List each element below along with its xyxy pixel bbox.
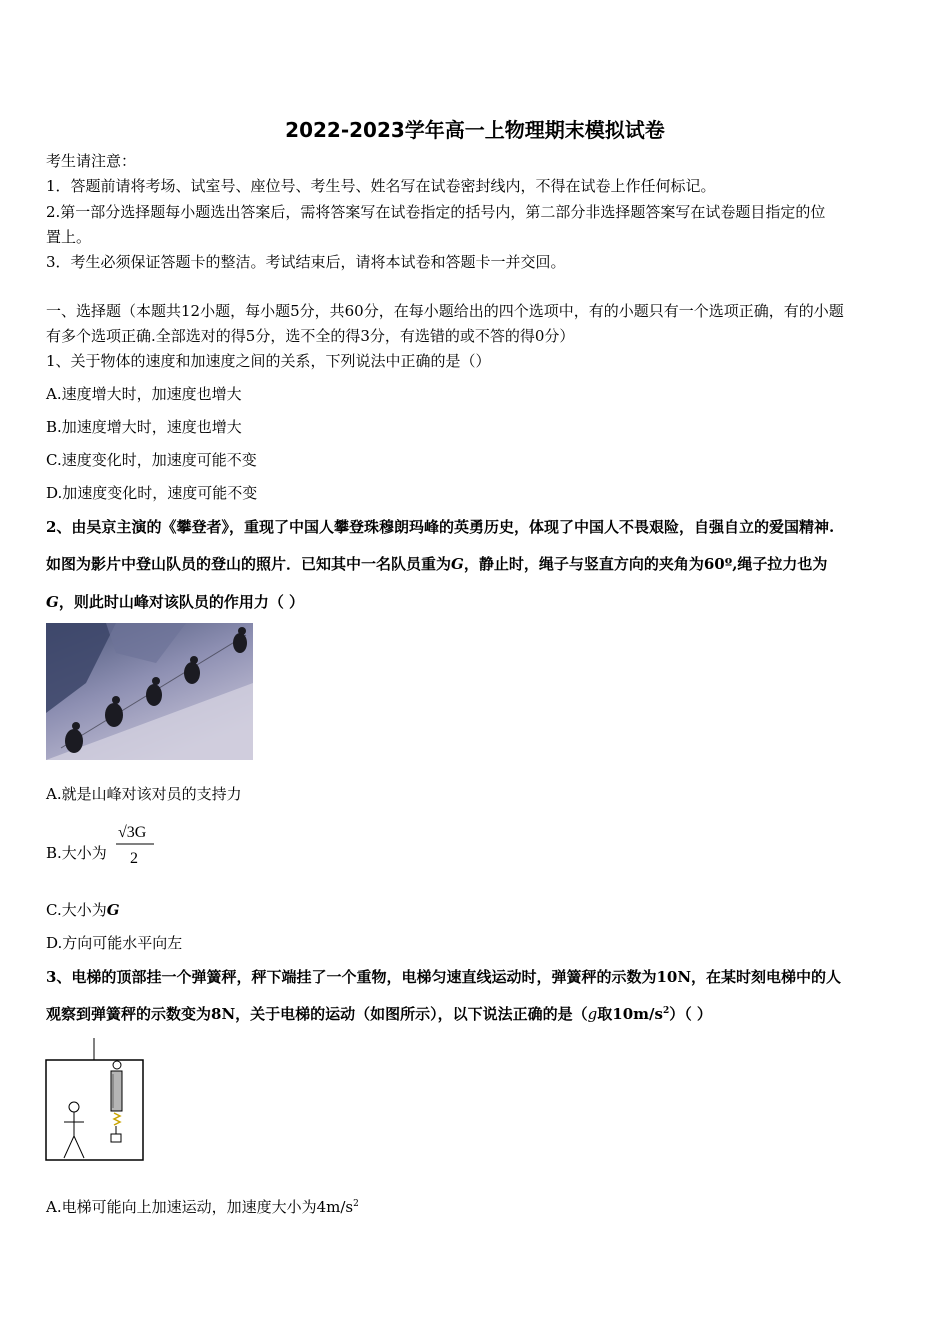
climbers-photo xyxy=(46,623,253,760)
question-1-option-d: D.加速度变化时，速度可能不变 xyxy=(46,484,258,502)
sqrt3-g-over-2-fraction xyxy=(116,818,156,870)
question-1-option-a: A.速度增大时，加速度也增大 xyxy=(46,385,242,403)
weight-symbol: G xyxy=(451,555,464,573)
q3-text: 取10m/s xyxy=(597,1005,663,1023)
gravity-symbol: g xyxy=(587,1005,598,1023)
weight-symbol: G xyxy=(106,901,120,919)
exponent: 2 xyxy=(662,1006,670,1016)
section-1-intro-line-1: 一、选择题（本题共12小题，每小题5分，共60分，在每小题给出的四个选项中，有的小题只有一个选项正确，有的小题 xyxy=(46,302,844,320)
q2-option-c-label: C.大小为 xyxy=(46,901,107,919)
weight-symbol: G xyxy=(46,593,59,611)
notice-item-1: 1．答题前请将考场、试室号、座位号、考生号、姓名写在试卷密封线内，不得在试卷上作任何标记。 xyxy=(46,177,716,195)
section-1-intro-line-2: 有多个选项正确.全部选对的得5分，选不全的得3分，有选错的或不答的得0分） xyxy=(46,327,575,345)
fraction-numerator: √3G xyxy=(118,824,147,841)
question-2-stem-line-3 xyxy=(46,592,304,612)
question-2-option-a: A.就是山峰对该对员的支持力 xyxy=(46,785,242,803)
fraction-denominator: 2 xyxy=(130,850,138,867)
exam-title: 2022-2023学年高一上物理期末模拟试卷 xyxy=(285,118,665,142)
notice-item-3: 3．考生必须保证答题卡的整洁。考试结束后，请将本试卷和答题卡一并交回。 xyxy=(46,253,566,271)
q3-option-a-text: A.电梯可能向上加速运动，加速度大小为4m/s xyxy=(46,1198,354,1216)
question-2-option-d: D.方向可能水平向左 xyxy=(46,934,183,952)
question-1-option-b: B.加速度增大时，速度也增大 xyxy=(46,418,242,436)
q2-text: 如图为影片中登山队员的登山的照片．已知其中一名队员重为 xyxy=(46,555,452,573)
q3-text: 观察到弹簧秤的示数变为8N，关于电梯的运动（如图所示），以下说法正确的是（ xyxy=(46,1005,588,1023)
question-2-stem-line-1: 2、由吴京主演的《攀登者》，重现了中国人攀登珠穆朗玛峰的英勇历史，体现了中国人不畏艰险，自强自立的爱国精神. xyxy=(46,518,835,536)
question-3-stem-line-1: 3、电梯的顶部挂一个弹簧秤，秤下端挂了一个重物，电梯匀速直线运动时，弹簧秤的示数为10N，在某时刻电梯中的人 xyxy=(46,968,842,986)
question-3-stem-line-2 xyxy=(46,1004,712,1024)
question-2-stem-line-2 xyxy=(46,554,827,574)
question-1-stem: 1、关于物体的速度和加速度之间的关系，下列说法中正确的是（） xyxy=(46,352,491,370)
question-1-option-c: C.速度变化时，加速度可能不变 xyxy=(46,451,257,469)
question-3-option-a xyxy=(46,1197,359,1217)
q2-text: ，静止时，绳子与竖直方向的夹角为60º,绳子拉力也为 xyxy=(463,555,828,573)
q2-text: ，则此时山峰对该队员的作用力（ ） xyxy=(58,593,305,611)
elevator-diagram xyxy=(44,1036,146,1162)
question-2-option-b-label: B.大小为 xyxy=(46,844,107,862)
q3-text: ）（ ） xyxy=(669,1005,712,1023)
notice-item-2-line-2: 置上。 xyxy=(46,228,92,246)
exponent: 2 xyxy=(353,1199,359,1209)
notice-item-2-line-1: 2.第一部分选择题每小题选出答案后，需将答案写在试卷指定的括号内，第二部分非选择题答案写在试卷题目指定的位 xyxy=(46,203,826,221)
question-2-option-c xyxy=(46,900,120,920)
notice-heading: 考生请注意： xyxy=(46,152,137,170)
